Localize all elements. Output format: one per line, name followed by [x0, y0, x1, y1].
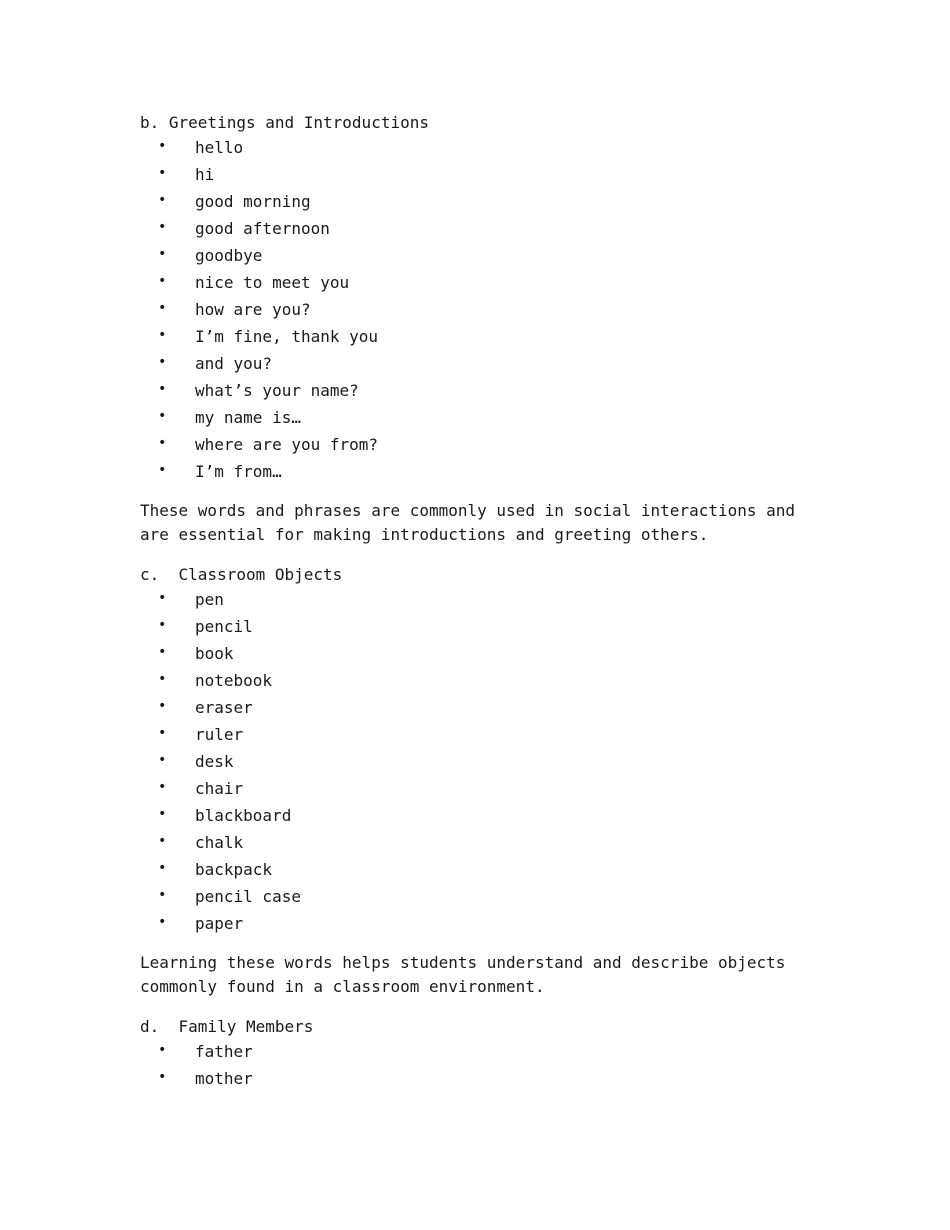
bullet-icon: • — [158, 1042, 167, 1058]
bullet-icon: • — [158, 590, 167, 606]
bullet-icon: • — [158, 1069, 167, 1085]
bullet-icon: • — [158, 725, 167, 741]
list-item: • notebook — [140, 667, 830, 694]
bullet-icon: • — [158, 833, 167, 849]
list-item: • goodbye — [140, 242, 830, 269]
list-item: • backpack — [140, 856, 830, 883]
list-item: • I’m fine, thank you — [140, 323, 830, 350]
section-greetings — [140, 112, 830, 564]
bullet-icon: • — [158, 435, 167, 451]
greetings-list — [140, 134, 830, 485]
section-heading: d. Family Members — [140, 1017, 314, 1036]
family-members-list — [140, 1038, 830, 1092]
list-item: • paper — [140, 910, 830, 937]
list-item: • pen — [140, 586, 830, 613]
list-item: • and you? — [140, 350, 830, 377]
list-item: • my name is… — [140, 404, 830, 431]
bullet-icon: • — [158, 887, 167, 903]
bullet-icon: • — [158, 752, 167, 768]
list-item: • chair — [140, 775, 830, 802]
list-item: • hi — [140, 161, 830, 188]
bullet-icon: • — [158, 779, 167, 795]
bullet-icon: • — [158, 671, 167, 687]
bullet-icon: • — [158, 806, 167, 822]
bullet-icon: • — [158, 192, 167, 208]
section-paragraph: Learning these words helps students understand and describe objects commonly found in a classroom environment. — [140, 953, 786, 996]
list-item: • nice to meet you — [140, 269, 830, 296]
list-item: • hello — [140, 134, 830, 161]
bullet-icon: • — [158, 408, 167, 424]
list-item: • eraser — [140, 694, 830, 721]
classroom-objects-list — [140, 586, 830, 937]
section-paragraph: These words and phrases are commonly used in social interactions and are essential for making introductions and greeting others. — [140, 501, 796, 544]
bullet-icon: • — [158, 273, 167, 289]
bullet-icon: • — [158, 617, 167, 633]
section-heading: c. Classroom Objects — [140, 565, 343, 584]
bullet-icon: • — [158, 914, 167, 930]
bullet-icon: • — [158, 300, 167, 316]
bullet-icon: • — [158, 381, 167, 397]
bullet-icon: • — [158, 219, 167, 235]
list-item: • mother — [140, 1065, 830, 1092]
list-item: • where are you from? — [140, 431, 830, 458]
section-family-members — [140, 1016, 830, 1092]
section-heading: b. Greetings and Introductions — [140, 113, 429, 132]
bullet-icon: • — [158, 354, 167, 370]
bullet-icon: • — [158, 246, 167, 262]
bullet-icon: • — [158, 327, 167, 343]
list-item: • pencil — [140, 613, 830, 640]
list-item: • what’s your name? — [140, 377, 830, 404]
bullet-icon: • — [158, 644, 167, 660]
list-item: • blackboard — [140, 802, 830, 829]
list-item: • ruler — [140, 721, 830, 748]
list-item: • desk — [140, 748, 830, 775]
list-item: • good morning — [140, 188, 830, 215]
bullet-icon: • — [158, 462, 167, 478]
document-content — [140, 112, 830, 1092]
bullet-icon: • — [158, 860, 167, 876]
list-item: • how are you? — [140, 296, 830, 323]
list-item: • I’m from… — [140, 458, 830, 485]
bullet-icon: • — [158, 165, 167, 181]
list-item: • father — [140, 1038, 830, 1065]
list-item: • chalk — [140, 829, 830, 856]
list-item: • book — [140, 640, 830, 667]
list-item: • pencil case — [140, 883, 830, 910]
list-item: • good afternoon — [140, 215, 830, 242]
bullet-icon: • — [158, 698, 167, 714]
section-classroom-objects — [140, 564, 830, 1016]
bullet-icon: • — [158, 138, 167, 154]
